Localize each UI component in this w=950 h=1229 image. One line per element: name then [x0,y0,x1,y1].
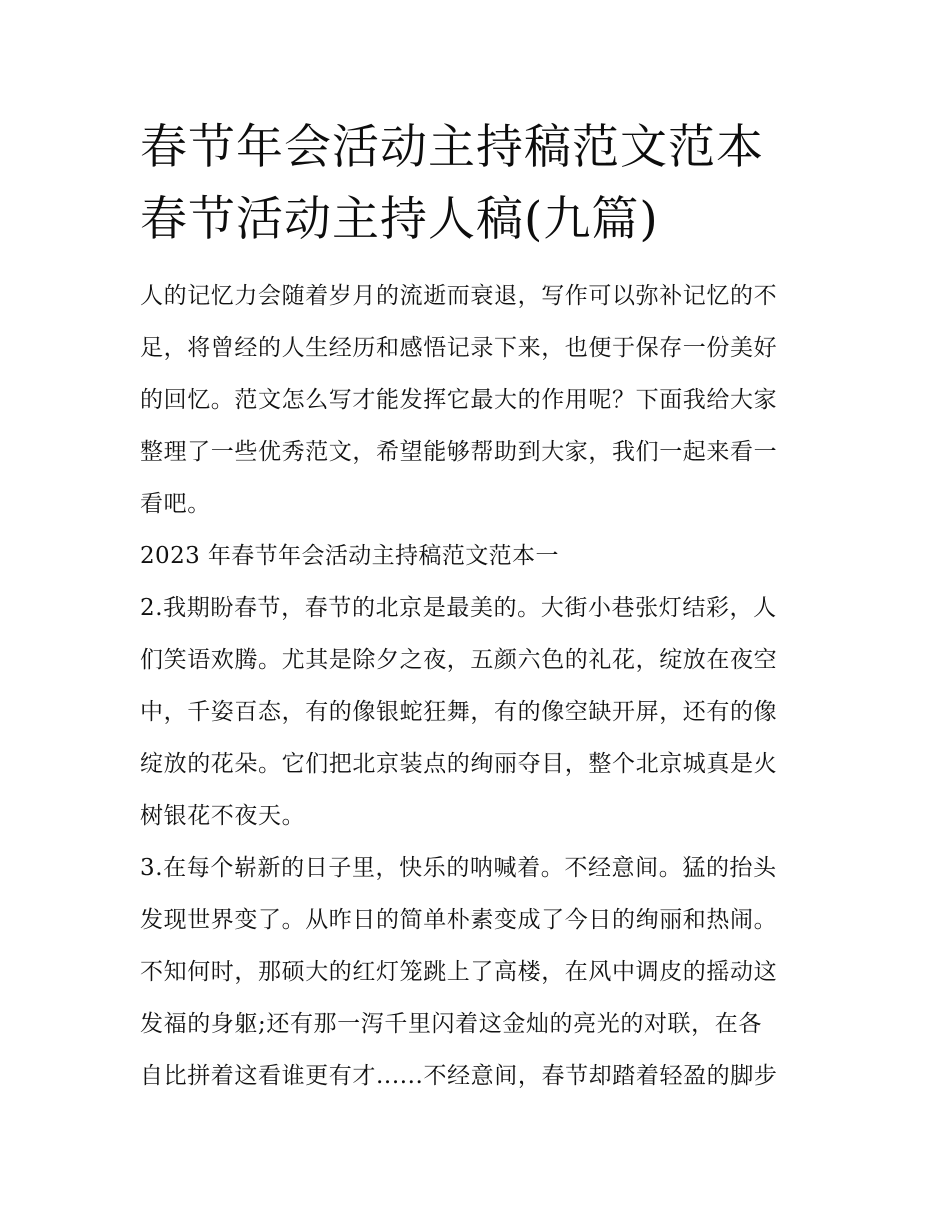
intro-paragraph [140,270,820,530]
text-line: 发福的身躯;还有那一泻千里闪着这金灿的亮光的对联，在各 [140,1011,762,1037]
section-heading: 2023 年春节年会活动主持稿范文范本一 [140,543,559,569]
text-line: 人的记忆力会随着岁月的流逝而衰退，写作可以弥补记忆的不 [140,283,778,309]
text-line: 2.我期盼春节，春节的北京是最美的。大街小巷张灯结彩，人 [140,595,777,621]
paragraph-2 [140,582,820,842]
document-title [140,112,820,256]
title-line: 春节活动主持人稿(九篇) [140,192,659,247]
paragraph-3 [140,842,820,1102]
text-line: 们笑语欢腾。尤其是除夕之夜，五颜六色的礼花，绽放在夜空 [140,647,778,673]
document-page [140,112,820,1102]
text-line: 中，千姿百态，有的像银蛇狂舞，有的像空缺开屏，还有的像 [140,699,778,725]
text-line: 足，将曾经的人生经历和感悟记录下来，也便于保存一份美好 [140,335,778,361]
text-line: 的回忆。范文怎么写才能发挥它最大的作用呢？下面我给大家 [140,387,778,413]
text-line: 3.在每个崭新的日子里，快乐的呐喊着。不经意间。猛的抬头 [140,855,777,881]
title-line: 春节年会活动主持稿范文范本 [140,120,764,175]
text-line: 发现世界变了。从昨日的简单朴素变成了今日的绚丽和热闹。 [140,907,778,933]
text-line: 整理了一些优秀范文，希望能够帮助到大家，我们一起来看一 [140,439,778,465]
text-line: 看吧。 [140,491,211,517]
text-line: 绽放的花朵。它们把北京装点的绚丽夺目，整个北京城真是火 [140,751,778,777]
text-line: 树银花不夜天。 [140,803,306,829]
text-line: 不知何时，那硕大的红灯笼跳上了高楼，在风中调皮的摇动这 [140,959,778,985]
text-line: 自比拼着这看谁更有才......不经意间，春节却踏着轻盈的脚步 [140,1063,778,1089]
